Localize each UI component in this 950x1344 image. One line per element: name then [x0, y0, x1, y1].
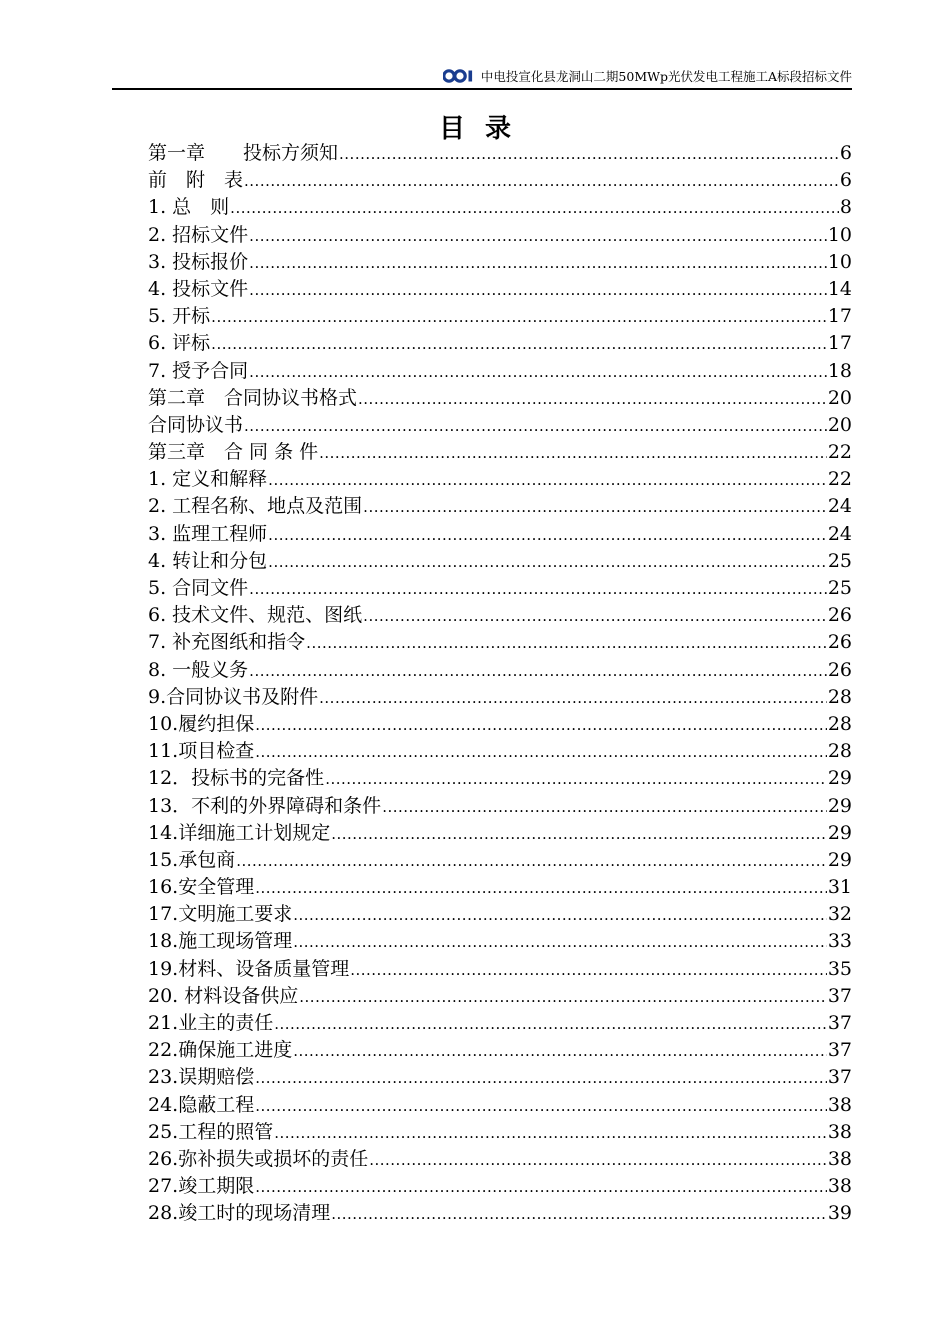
toc-entry[interactable]: [148, 928, 852, 955]
page-title: 目录: [438, 114, 531, 144]
toc-entry[interactable]: [148, 956, 852, 983]
toc-dot-leader: [249, 576, 827, 603]
toc-entry[interactable]: [148, 1146, 852, 1173]
toc-entry[interactable]: [148, 738, 852, 765]
toc-dot-leader: [249, 250, 827, 277]
toc-dot-leader: [319, 685, 827, 712]
toc-entry-title: 3. 投标报价: [148, 250, 249, 273]
toc-entry[interactable]: [148, 1200, 852, 1227]
toc-page-number: 17: [827, 305, 852, 328]
toc-entry-title: 6. 评标: [148, 332, 211, 355]
toc-entry-title: 19.材料、设备质量管理: [148, 957, 350, 980]
toc-dot-leader: [363, 603, 827, 630]
toc-entry-title: 14.详细施工计划规定: [148, 821, 331, 844]
toc-dot-leader: [244, 168, 839, 195]
toc-dot-leader: [249, 223, 827, 250]
toc-entry-title: 4. 转让和分包: [148, 549, 268, 572]
toc-entry-title: 2. 工程名称、地点及范围: [148, 495, 363, 518]
toc-page-number: 29: [827, 767, 852, 790]
toc-dot-leader: [293, 929, 827, 956]
toc-page-number: 38: [827, 1147, 852, 1170]
toc-entry-title: 21.业主的责任: [148, 1012, 274, 1034]
company-logo-icon: [443, 68, 477, 84]
toc-entry-title: 27.竣工期限: [148, 1175, 255, 1198]
toc-entry[interactable]: [148, 629, 852, 656]
toc-entry[interactable]: [148, 466, 852, 493]
toc-page-number: 6: [839, 142, 852, 164]
toc-entry-title: 16.安全管理: [148, 876, 255, 899]
toc-entry-title: 第一章 投标方须知: [148, 142, 339, 164]
toc-entry[interactable]: [148, 1064, 852, 1091]
toc-page-number: 26: [827, 658, 852, 681]
toc-page-number: 26: [827, 604, 852, 627]
toc-entry-title: 11.项目检查: [148, 740, 255, 763]
toc-dot-leader: [211, 331, 827, 358]
toc-page-number: 33: [827, 930, 852, 953]
toc-page-number: 18: [827, 359, 852, 382]
toc-dot-leader: [350, 957, 827, 984]
toc-entry-title: 5. 合同文件: [148, 577, 249, 599]
toc-entry-title: 28.竣工时的现场清理: [148, 1202, 331, 1225]
toc-dot-leader: [255, 875, 827, 902]
toc-entry-title: 第三章 合 同 条 件: [148, 441, 319, 464]
toc-entry[interactable]: [148, 1119, 852, 1146]
toc-entry[interactable]: [148, 901, 852, 928]
toc-entry[interactable]: [148, 140, 852, 167]
toc-dot-leader: [249, 359, 827, 386]
toc-dot-leader: [299, 984, 827, 1011]
toc-entry-title: 15.承包商: [148, 848, 236, 871]
toc-page-number: 22: [827, 441, 852, 464]
toc-entry-title: 25.工程的照管: [148, 1120, 274, 1143]
toc-entry[interactable]: [148, 711, 852, 738]
toc-dot-leader: [211, 304, 827, 331]
toc-entry[interactable]: [148, 684, 852, 711]
toc-page-number: 6: [839, 169, 852, 192]
toc-page-number: 37: [827, 1012, 852, 1034]
header-content: [443, 67, 852, 85]
header-title: 中电投宣化县龙洞山二期50MWp光伏发电工程施工A标段招标文件: [480, 69, 852, 84]
toc-dot-leader: [244, 413, 827, 440]
toc-entry-title: 合同协议书: [148, 413, 244, 436]
toc-page-number: 20: [827, 413, 852, 436]
toc-dot-leader: [319, 440, 827, 467]
toc-page-number: 29: [827, 821, 852, 844]
toc-dot-leader: [331, 821, 827, 848]
toc-dot-leader: [293, 1038, 827, 1065]
toc-dot-leader: [255, 1093, 827, 1120]
toc-entry-title: 8. 一般义务: [148, 658, 249, 681]
toc-entry[interactable]: [148, 167, 852, 194]
toc-dot-leader: [255, 1174, 827, 1201]
toc-entry-title: 2. 招标文件: [148, 223, 249, 246]
toc-entry-title: 7. 补充图纸和指令: [148, 631, 306, 654]
toc-entry-title: 22.确保施工进度: [148, 1039, 293, 1062]
toc-entry[interactable]: [148, 194, 852, 221]
toc-page-number: 29: [827, 848, 852, 871]
toc-dot-leader: [369, 1147, 827, 1174]
toc-entry[interactable]: [148, 874, 852, 901]
toc-entry[interactable]: [148, 330, 852, 357]
toc-dot-leader: [249, 277, 827, 304]
toc-dot-leader: [358, 386, 827, 413]
toc-entry-title: 23.误期赔偿: [148, 1066, 255, 1089]
toc-dot-leader: [274, 1011, 827, 1038]
toc-dot-leader: [306, 630, 827, 657]
toc-page-number: 14: [827, 277, 852, 300]
toc-page-number: 28: [827, 685, 852, 708]
toc-entry-title: 12．投标书的完备性: [148, 767, 325, 790]
toc-dot-leader: [236, 848, 827, 875]
toc-entry-title: 10.履约担保: [148, 712, 255, 735]
toc-page-number: 24: [827, 495, 852, 518]
toc-page-number: 10: [827, 223, 852, 246]
toc-entry[interactable]: [148, 983, 852, 1010]
toc-entry[interactable]: [148, 249, 852, 276]
toc-dot-leader: [255, 1065, 827, 1092]
toc-dot-leader: [331, 1201, 827, 1228]
toc-entry-title: 1. 总 则: [148, 196, 230, 219]
toc-page-number: 38: [827, 1093, 852, 1116]
toc-dot-leader: [249, 658, 827, 685]
toc-page-number: 29: [827, 794, 852, 817]
toc-entry-title: 1. 定义和解释: [148, 468, 268, 491]
toc-entry-title: 5. 开标: [148, 305, 211, 328]
toc-page-number: 25: [827, 549, 852, 572]
toc-dot-leader: [325, 766, 827, 793]
toc-entry-title: 7. 授予合同: [148, 359, 249, 382]
toc-entry[interactable]: [148, 1010, 852, 1037]
toc-page-number: 37: [827, 984, 852, 1007]
toc-page-number: 35: [827, 957, 852, 980]
toc-page-number: 28: [827, 712, 852, 735]
toc-entry[interactable]: [148, 847, 852, 874]
toc-entry-title: 6. 技术文件、规范、图纸: [148, 604, 363, 627]
toc-page-number: 39: [827, 1202, 852, 1225]
toc-page-number: 22: [827, 468, 852, 491]
toc-dot-leader: [255, 712, 827, 739]
toc-entry[interactable]: [148, 765, 852, 792]
toc-page-number: 37: [827, 1039, 852, 1062]
toc-entry[interactable]: [148, 385, 852, 412]
toc-page-number: 26: [827, 631, 852, 654]
toc-page-number: 31: [827, 876, 852, 899]
toc-entry[interactable]: [148, 602, 852, 629]
toc-entry-title: 3. 监理工程师: [148, 522, 268, 545]
toc-entry-title: 24.隐蔽工程: [148, 1093, 255, 1116]
toc-entry[interactable]: [148, 412, 852, 439]
toc-entry-title: 13．不利的外界障碍和条件: [148, 794, 382, 817]
toc-entry[interactable]: [148, 657, 852, 684]
toc-page-number: 38: [827, 1120, 852, 1143]
toc-entry-title: 17.文明施工要求: [148, 903, 293, 926]
toc-dot-leader: [293, 902, 827, 929]
toc-page-number: 37: [827, 1066, 852, 1089]
toc-entry[interactable]: [148, 820, 852, 847]
toc-entry[interactable]: [148, 1173, 852, 1200]
toc-dot-leader: [363, 494, 827, 521]
toc-entry[interactable]: [148, 303, 852, 330]
toc-entry-title: 9.合同协议书及附件: [148, 685, 319, 708]
toc-dot-leader: [268, 467, 827, 494]
toc-entry[interactable]: [148, 439, 852, 466]
toc-entry[interactable]: [148, 276, 852, 303]
toc-entry-title: 前 附 表: [148, 169, 244, 192]
toc-dot-leader: [268, 522, 827, 549]
toc-entry[interactable]: [148, 793, 852, 820]
table-of-contents: [148, 140, 852, 1228]
toc-dot-leader: [268, 549, 827, 576]
toc-entry[interactable]: [148, 575, 852, 602]
toc-entry-title: 第二章 合同协议书格式: [148, 386, 358, 409]
toc-dot-leader: [255, 739, 827, 766]
toc-page-number: 8: [839, 196, 852, 219]
toc-page-number: 38: [827, 1175, 852, 1198]
toc-entry-title: 26.弥补损失或损坏的责任: [148, 1147, 369, 1170]
toc-page-number: 25: [827, 577, 852, 599]
toc-dot-leader: [274, 1120, 827, 1147]
toc-page-number: 24: [827, 522, 852, 545]
toc-entry-title: 20. 材料设备供应: [148, 984, 299, 1007]
toc-entry[interactable]: [148, 548, 852, 575]
toc-entry-title: 4. 投标文件: [148, 277, 249, 300]
toc-entry[interactable]: [148, 1092, 852, 1119]
toc-page-number: 32: [827, 903, 852, 926]
toc-page-number: 10: [827, 250, 852, 273]
toc-entry[interactable]: [148, 222, 852, 249]
toc-entry[interactable]: [148, 358, 852, 385]
toc-entry[interactable]: [148, 493, 852, 520]
toc-entry[interactable]: [148, 521, 852, 548]
toc-dot-leader: [382, 794, 827, 821]
toc-page-number: 28: [827, 740, 852, 763]
toc-dot-leader: [339, 141, 839, 168]
page-header: [112, 60, 852, 90]
toc-page-number: 20: [827, 386, 852, 409]
toc-page-number: 17: [827, 332, 852, 355]
toc-dot-leader: [230, 195, 839, 222]
toc-entry-title: 18.施工现场管理: [148, 930, 293, 953]
toc-entry[interactable]: [148, 1037, 852, 1064]
